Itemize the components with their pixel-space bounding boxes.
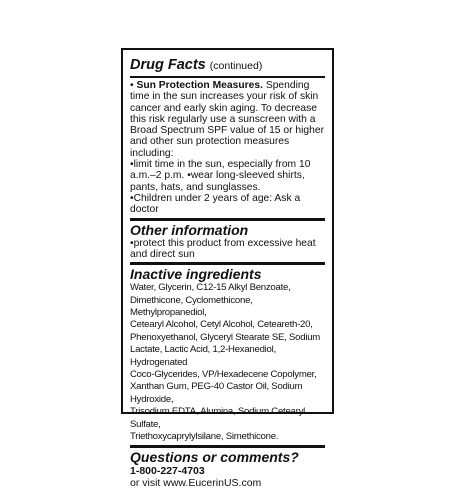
- sun-protection-bullets-1-2: [130, 159, 325, 193]
- drug-facts-title: [130, 57, 325, 78]
- website-line: or visit www.EucerinUS.com: [130, 477, 262, 489]
- other-information-heading: Other information: [130, 221, 249, 238]
- bullet-wear-clothing: • wear long-sleeved shirts, pants, hats, and sunglasses.: [130, 170, 305, 192]
- title-text: Drug Facts: [130, 57, 206, 73]
- sun-protection-lead: Sun Protection Measures.: [136, 80, 263, 91]
- ingredient-line: Xanthan Gum, PEG-40 Castor Oil, Sodium Hydroxide,: [130, 381, 303, 405]
- ingredient-line: Lactate, Lactic Acid, 1,2-Hexanediol, Hydrogenated: [130, 344, 276, 368]
- ingredient-line: Coco-Glycerides, VP/Hexadecene Copolymer,: [130, 369, 317, 380]
- sun-protection-section: [130, 80, 325, 216]
- other-information-section: [130, 218, 325, 261]
- ingredient-line: Triethoxycaprylylsilane, Simethicone.: [130, 431, 279, 443]
- drug-facts-content: [130, 57, 325, 489]
- ingredient-line: Trisodium EDTA, Alumina, Sodium Cetearyl Sulfate,: [130, 406, 306, 430]
- ingredient-line: Phenoxyethanol, Glyceryl Stearate SE, Sodium: [130, 331, 321, 343]
- sun-protection-body: Spending time in the sun increases your risk of skin cancer and early skin aging. To decrease this risk regularly use a sunscreen with a Broad Spectrum SPF value of 15 or higher and other sun protection measures including:: [130, 80, 325, 159]
- ingredient-line: Water, Glycerin, C12-15 Alkyl Benzoate,: [130, 282, 291, 294]
- sun-protection-paragraph: [130, 80, 325, 159]
- bullet-children: • Children under 2 years of age: Ask a doctor: [130, 193, 325, 216]
- continued-text: (continued): [209, 60, 263, 72]
- inactive-ingredients-section: [130, 262, 325, 443]
- questions-heading: Questions or comments?: [130, 449, 299, 466]
- other-information-bullet: • protect this product from excessive heat and direct sun: [130, 238, 325, 261]
- drug-facts-panel: [121, 48, 334, 489]
- phone-number: 1-800-227-4703: [130, 465, 205, 478]
- bullet-limit-time: • limit time in the sun, especially from 10 a.m.–2 p.m.: [130, 159, 310, 181]
- ingredient-line: Cetearyl Alcohol, Cetyl Alcohol, Ceteareth-20,: [130, 319, 313, 331]
- inactive-ingredients-heading: Inactive ingredients: [130, 266, 262, 283]
- inactive-ingredients-list: [130, 282, 325, 443]
- ingredient-line: Dimethicone, Cyclomethicone, Methylpropanediol,: [130, 294, 253, 318]
- questions-section: [130, 445, 325, 489]
